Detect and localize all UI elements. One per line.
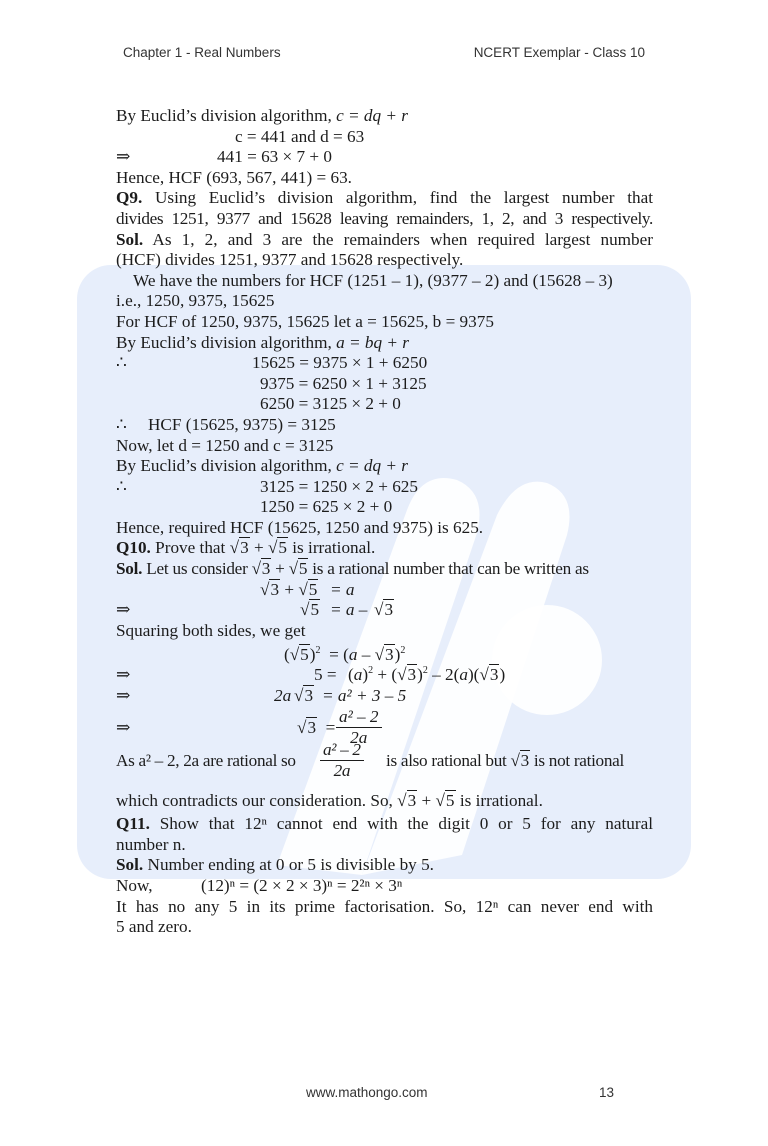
implies-symbol: ⇒ <box>116 147 131 167</box>
question-label: Q11. <box>116 814 150 834</box>
implies-symbol: ⇒ <box>116 665 131 685</box>
text-line: number n. <box>116 834 186 854</box>
equation-line: ∴ HCF (15625, 9375) = 3125 <box>116 414 336 434</box>
question-q10: Q10. Prove that √3 + √5 is irrational. <box>116 538 376 558</box>
equation-line: ⇒ √5 = a – √3 <box>116 600 394 620</box>
fraction: $\frac{\text{a² – 2}}{2a}$ <box>336 707 382 748</box>
chapter-title: Chapter 1 - Real Numbers <box>123 45 281 60</box>
solution-q10: Sol. Let us consider √3 + √5 is a rational number that can be written as <box>116 559 589 579</box>
equation-line: Now, (12)ⁿ = (2 × 2 × 3)ⁿ = 2²ⁿ × 3ⁿ <box>116 876 403 895</box>
solution-label: Sol. <box>116 229 144 249</box>
text-line: By Euclid’s division algorithm, c = dq + r <box>116 456 408 476</box>
implies-symbol: ⇒ <box>116 717 131 737</box>
question-q11: Q11. Show that 12ⁿ cannot end with the digit 0 or 5 for any natural <box>116 814 653 834</box>
therefore-symbol: ∴ <box>116 476 127 496</box>
equation-line: √3 + √5 = a <box>260 579 355 599</box>
text-line: Squaring both sides, we get <box>116 620 306 640</box>
text-line: Hence, HCF (693, 567, 441) = 63. <box>116 167 352 187</box>
text-line: c = 441 and d = 63 <box>235 126 365 146</box>
website-link[interactable]: www.mathongo.com <box>306 1085 428 1100</box>
text-line: divides 1251, 9377 and 15628 leaving remainders, 1, 2, and 3 respectively. <box>116 208 653 228</box>
solution-q9: Sol. As 1, 2, and 3 are the remainders when required largest number <box>116 229 653 249</box>
book-title: NCERT Exemplar - Class 10 <box>473 45 645 60</box>
equation-line: ⇒ 2a √3 = a² + 3 – 5 <box>116 686 407 706</box>
text-line: As a² – 2, 2a are rational so $\frac{\text{a² – 2}}{2a}$ is also rational but √3 is not rational <box>116 739 624 780</box>
equation-line: ∴ 15625 = 9375 × 1 + 6250 <box>116 353 428 373</box>
text-line: (HCF) divides 1251, 9377 and 15628 respectively. <box>116 250 464 270</box>
text-line: Hence, required HCF (15625, 1250 and 9375) is 625. <box>116 517 484 537</box>
implies-symbol: ⇒ <box>116 686 131 706</box>
question-label: Q10. <box>116 538 151 558</box>
question-label: Q9. <box>116 188 143 208</box>
page-header <box>123 45 645 65</box>
equation-line: 9375 = 6250 × 1 + 3125 <box>260 373 427 393</box>
text-line: which contradicts our consideration. So, √3 + √5 is irrational. <box>116 790 543 810</box>
text-line: By Euclid’s division algorithm, a = bq + r <box>116 332 409 352</box>
equation-line: $(√5)^2 = (a - √3)^2$ <box>284 645 406 665</box>
text-line: 5 and zero. <box>116 917 192 937</box>
equation-line: 6250 = 3125 × 2 + 0 <box>260 394 401 414</box>
therefore-symbol: ∴ <box>116 414 127 434</box>
text-line: By Euclid’s division algorithm, c = dq + r <box>116 106 408 125</box>
solution-q11: Sol. Number ending at 0 or 5 is divisible by 5. <box>116 855 434 875</box>
text-line: We have the numbers for HCF (1251 – 1), (9377 – 2) and (15628 – 3) <box>133 270 613 290</box>
solution-label: Sol. <box>116 855 144 875</box>
equation-line: ⇒ 5 = $(a)^2 + (√3)^2 - 2(a)(√3)$ <box>116 665 506 685</box>
page-number: 13 <box>598 1085 614 1100</box>
question-q9: Q9. Using Euclid’s division algorithm, find the largest number that <box>116 188 653 208</box>
equation-line: 1250 = 625 × 2 + 0 <box>260 497 393 517</box>
text-line: For HCF of 1250, 9375, 15625 let a = 15625, b = 9375 <box>116 311 494 331</box>
equation-line: ∴ 3125 = 1250 × 2 + 625 <box>116 476 418 496</box>
text-line: i.e., 1250, 9375, 15625 <box>116 291 275 311</box>
text-line: ⇒ 441 = 63 × 7 + 0 <box>116 147 333 167</box>
text-line: It has no any 5 in its prime factorisation. So, 12ⁿ can never end with <box>116 896 653 916</box>
fraction: $\frac{\text{a² – 2}}{2a}$ <box>320 740 364 781</box>
solution-label: Sol. <box>116 559 143 579</box>
text-line: Now, let d = 1250 and c = 3125 <box>116 435 334 455</box>
page-content <box>116 106 653 938</box>
therefore-symbol: ∴ <box>116 353 127 373</box>
equation-line: ⇒ √3 = $\frac{\text{a² – 2}}{2a}$ <box>116 707 653 749</box>
implies-symbol: ⇒ <box>116 600 131 620</box>
page-footer <box>0 1085 768 1105</box>
